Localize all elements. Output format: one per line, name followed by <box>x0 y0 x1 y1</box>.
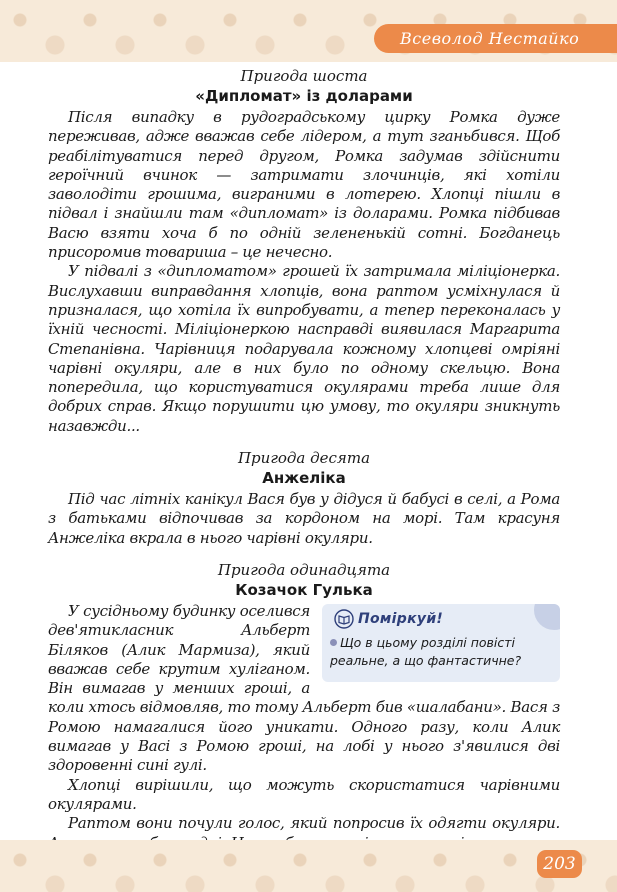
decorative-circle <box>534 604 560 630</box>
page-content <box>48 66 560 853</box>
section-subtitle: Пригода шоста <box>240 67 368 85</box>
section-title: Козачок Гулька <box>235 580 373 599</box>
section-title: «Дипломат» із доларами <box>195 87 413 105</box>
open-book-icon <box>334 609 354 629</box>
section-title: Анжеліка <box>262 469 346 488</box>
paragraph: У підвалі з «дипломатом» грошей їх затримала міліціонерка. Вислухавши виправдання хлопців, вона раптом усміхнулася й призналася, що хотіла їх випробувати, а тепер переконалась у їхній чесності. Міліціонеркою насправді виявилася Маргарита Степанівна. Чарівниця подарувала кожному хлопцеві омріяні чарівні окуляри, але в них було по одному скельцю. Вона попередила, що користуватися окулярами треба лише для добрих справ. Якщо порушити цю умову, то окуляри зникнуть назавжди... <box>48 262 560 435</box>
think-box-label: Поміркуй! <box>358 610 444 627</box>
paragraph: Раптом вони почули голос, який попросив їх одягти окуляри. <box>68 814 560 833</box>
think-box-question <box>330 634 546 670</box>
paragraph: У сусідньому будинку оселився дев'ятикласник Альберт Біляков (Алик Мармиза), який вважав себе крутим хуліганом. Він вимагав у менших гроші, а коли хтось відмовляв, то тому Альберт бив «шалабани». Вася з Ромою намагалися його уникати. Одного разу, коли Алик вимагав у Васі з Ромою гроші, на лобі у нього з'явилися дві здоровенні сині гулі. <box>48 601 560 775</box>
paragraph: Хлопці вирішили, що можуть скористатися чарівними окулярами. <box>48 775 560 813</box>
think-box-header <box>334 608 443 630</box>
think-box <box>322 604 560 682</box>
paragraph: Під час літніх канікул Вася був у дідуся й бабусі в селі, а Рома з батьками відпочивав за кордоном на морі. Там красуня Анжеліка вкрала в нього чарівні окуляри. <box>48 490 560 547</box>
bullet-icon <box>330 639 337 646</box>
section-subtitle: Пригода одинадцята <box>217 560 391 579</box>
author-header-tab: Всеволод Нестайко <box>374 24 617 53</box>
page-number: 203 <box>537 850 582 878</box>
wrapped-section <box>48 602 560 853</box>
section-subtitle: Пригода десята <box>237 449 371 468</box>
bottom-decorative-band <box>0 840 617 892</box>
paragraph: Після випадку в рудоградському цирку Ромка дуже переживав, адже вважав себе лідером, а тут зганьбився. Щоб реабілітуватися перед другом, Ромка задумав здійснити героїчний вчинок — затримати злочинців, які хотіли заволодіти грошима, виграними в лотерею. Хлопці пішли в підвал і знайшли там «дипломат» із доларами. Ромка підбивав Васю взяти хоча б по одній зелененькій сотні. Богданець присоромив товариша – це нечесно. <box>48 108 560 262</box>
question-text: Що в цьому розділі повісті реальне, а що фантастичне? <box>330 634 522 668</box>
